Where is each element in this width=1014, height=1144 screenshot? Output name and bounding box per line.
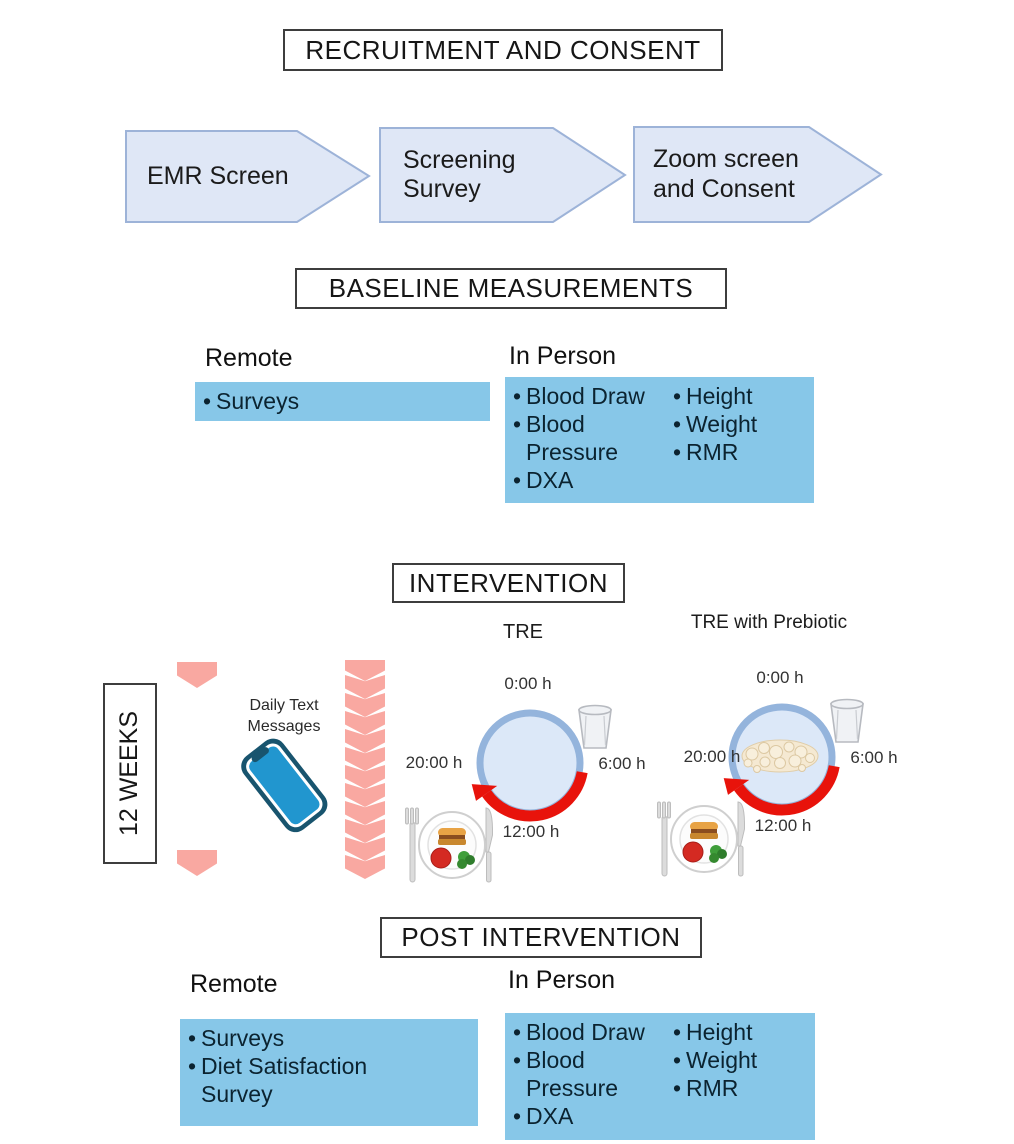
list-item-text: Blood Draw (526, 1019, 645, 1045)
list-item-text: Weight (686, 411, 758, 437)
clock-label-1200: 12:00 h (502, 822, 560, 841)
list-item (513, 466, 673, 494)
list-item-text: Height (686, 383, 753, 409)
bullet-icon: • (188, 1053, 197, 1079)
prebiotic-scatter-icon (742, 740, 818, 773)
baseline-inperson-box (505, 377, 814, 503)
arm-label-tre-prebiotic: TRE with Prebiotic (690, 612, 848, 633)
clock-label-0600: 6:00 h (598, 754, 646, 773)
baseline-inperson-col2 (673, 382, 806, 494)
water-glass-icon (831, 700, 863, 743)
bullet-icon: • (203, 388, 212, 414)
post-remote-box (180, 1019, 478, 1126)
post-inperson-heading: In Person (508, 966, 616, 994)
flow-step-screening-survey (379, 127, 627, 223)
bullet-icon: • (673, 1047, 682, 1073)
list-item-text: RMR (686, 1075, 739, 1101)
list-item-text: Height (686, 1019, 753, 1045)
list-item (673, 1018, 807, 1046)
list-item-text: Blood Pressure (526, 1047, 619, 1101)
bullet-icon: • (673, 1075, 682, 1101)
clock-label-0000: 0:00 h (756, 668, 804, 687)
fork-icon (406, 808, 419, 882)
list-item-text: RMR (686, 439, 739, 465)
bullet-icon: • (513, 1047, 522, 1073)
list-item (673, 1046, 807, 1074)
bullet-icon: • (513, 1103, 522, 1129)
daily-text-label: Daily Text Messages (247, 697, 321, 735)
list-item-text: Blood Draw (526, 383, 645, 409)
post-inperson-col1 (513, 1018, 673, 1130)
list-item (673, 438, 806, 466)
arm-label-tre: TRE (503, 621, 543, 643)
list-item-text: Surveys (201, 1025, 285, 1051)
list-item (673, 410, 806, 438)
list-item (513, 1102, 673, 1130)
list-item (513, 1018, 673, 1046)
clock-dial-icon (400, 660, 650, 910)
tre-prebiotic-clock (652, 654, 902, 904)
post-remote-list (188, 1024, 420, 1108)
meal-plate-icon (419, 812, 485, 878)
phone-icon (228, 728, 340, 843)
flow-step-zoom-consent (633, 126, 883, 223)
recruitment-title-text: RECRUITMENT AND CONSENT (305, 34, 701, 65)
bullet-icon: • (673, 439, 682, 465)
bullet-icon: • (188, 1025, 197, 1051)
list-item-text: Surveys (216, 388, 300, 414)
baseline-remote-list (203, 387, 482, 415)
knife-icon (738, 802, 745, 876)
recruitment-title (283, 29, 723, 71)
clock-label-1200: 12:00 h (754, 816, 812, 835)
intervention-title-text: INTERVENTION (408, 567, 609, 598)
water-glass-icon (579, 706, 611, 749)
baseline-title (295, 268, 727, 309)
list-item-text: Blood Pressure (526, 411, 619, 465)
baseline-inperson-col1 (513, 382, 673, 494)
meal-plate-icon (671, 806, 737, 872)
post-inperson-col2 (673, 1018, 807, 1130)
knife-icon (486, 808, 493, 882)
list-item-text: Diet Satisfaction Survey (201, 1053, 368, 1107)
flow-step-label: Screening Survey (403, 145, 516, 203)
baseline-remote-heading: Remote (205, 344, 293, 372)
list-item (513, 382, 673, 410)
baseline-inperson-heading: In Person (509, 342, 617, 370)
chevron-stack-icon (345, 660, 385, 879)
twelve-weeks-box (103, 683, 157, 864)
down-chevron-icon (177, 850, 217, 876)
post-intervention-title (380, 917, 702, 958)
list-item-text: DXA (526, 467, 574, 493)
list-item (188, 1052, 420, 1108)
bullet-icon: • (673, 411, 682, 437)
list-item (203, 387, 482, 415)
baseline-remote-box (195, 382, 490, 421)
twelve-weeks-label: 12 WEEKS (115, 710, 144, 837)
baseline-title-text: BASELINE MEASUREMENTS (328, 273, 694, 303)
bullet-icon: • (513, 411, 522, 437)
flow-step-emr-screen (125, 130, 371, 223)
bullet-icon: • (513, 467, 522, 493)
clock-label-2000: 20:00 h (683, 747, 741, 766)
post-remote-heading: Remote (190, 970, 278, 998)
intervention-title (392, 563, 625, 603)
list-item (188, 1024, 420, 1052)
flow-step-label: Zoom screen and Consent (653, 145, 799, 203)
post-inperson-box (505, 1013, 815, 1140)
clock-label-0000: 0:00 h (504, 674, 552, 693)
bullet-icon: • (513, 1019, 522, 1045)
bullet-icon: • (513, 383, 522, 409)
bullet-icon: • (673, 383, 682, 409)
clock-label-2000: 20:00 h (405, 753, 463, 772)
list-item-text: Weight (686, 1047, 758, 1073)
list-item-text: DXA (526, 1103, 574, 1129)
list-item (513, 410, 673, 466)
clock-label-0600: 6:00 h (850, 748, 898, 767)
fork-icon (658, 802, 671, 876)
list-item (673, 382, 806, 410)
bullet-icon: • (673, 1019, 682, 1045)
flow-step-label: EMR Screen (147, 161, 289, 190)
down-chevron-icon (177, 662, 217, 688)
clock-dial-icon (652, 654, 902, 904)
list-item (513, 1046, 673, 1102)
post-intervention-title-text: POST INTERVENTION (401, 922, 681, 952)
list-item (673, 1074, 807, 1102)
tre-clock (400, 660, 650, 910)
